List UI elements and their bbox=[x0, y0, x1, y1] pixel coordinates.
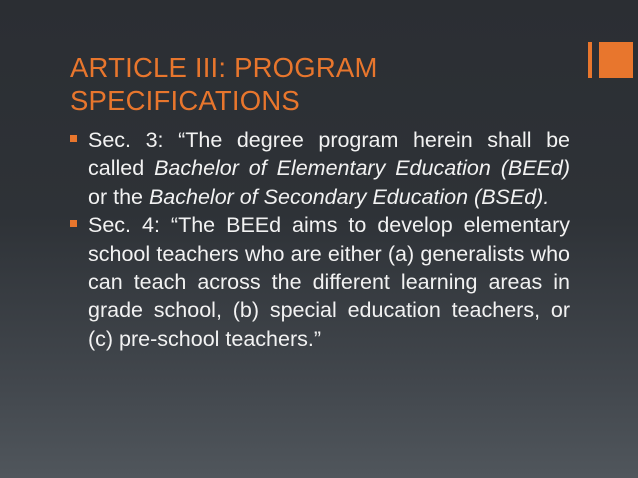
bullet-list bbox=[70, 126, 570, 353]
sec-3-intro-text: Sec. 3: “The degree program herein shall be called bbox=[88, 128, 570, 181]
sec-4-text: Sec. 4: “The BEEd aims to develop elementary school teachers who are either (a) generalists who can teach across the different learning areas in grade school, (b) special education teachers, or (c) pre-school teachers.” bbox=[88, 213, 570, 351]
square-bullet-icon bbox=[70, 135, 77, 142]
sec-3-beed-name: Bachelor of Elementary Education (BEEd) bbox=[154, 156, 571, 181]
sec-3-bsed-name: Bachelor of Secondary Education (BSEd). bbox=[148, 184, 550, 209]
accent-block bbox=[599, 42, 633, 78]
title-accent-decoration bbox=[588, 42, 633, 78]
bullet-sec-4 bbox=[70, 211, 570, 353]
slide-title-line-2: SPECIFICATIONS bbox=[70, 85, 300, 117]
slide-title-line-1: ARTICLE III: PROGRAM bbox=[70, 52, 378, 84]
square-bullet-icon bbox=[70, 220, 77, 227]
slide-title bbox=[70, 51, 550, 117]
sec-3-connector-text: or the bbox=[88, 184, 149, 209]
accent-thin-bar bbox=[588, 42, 592, 78]
bullet-sec-3 bbox=[70, 126, 570, 211]
